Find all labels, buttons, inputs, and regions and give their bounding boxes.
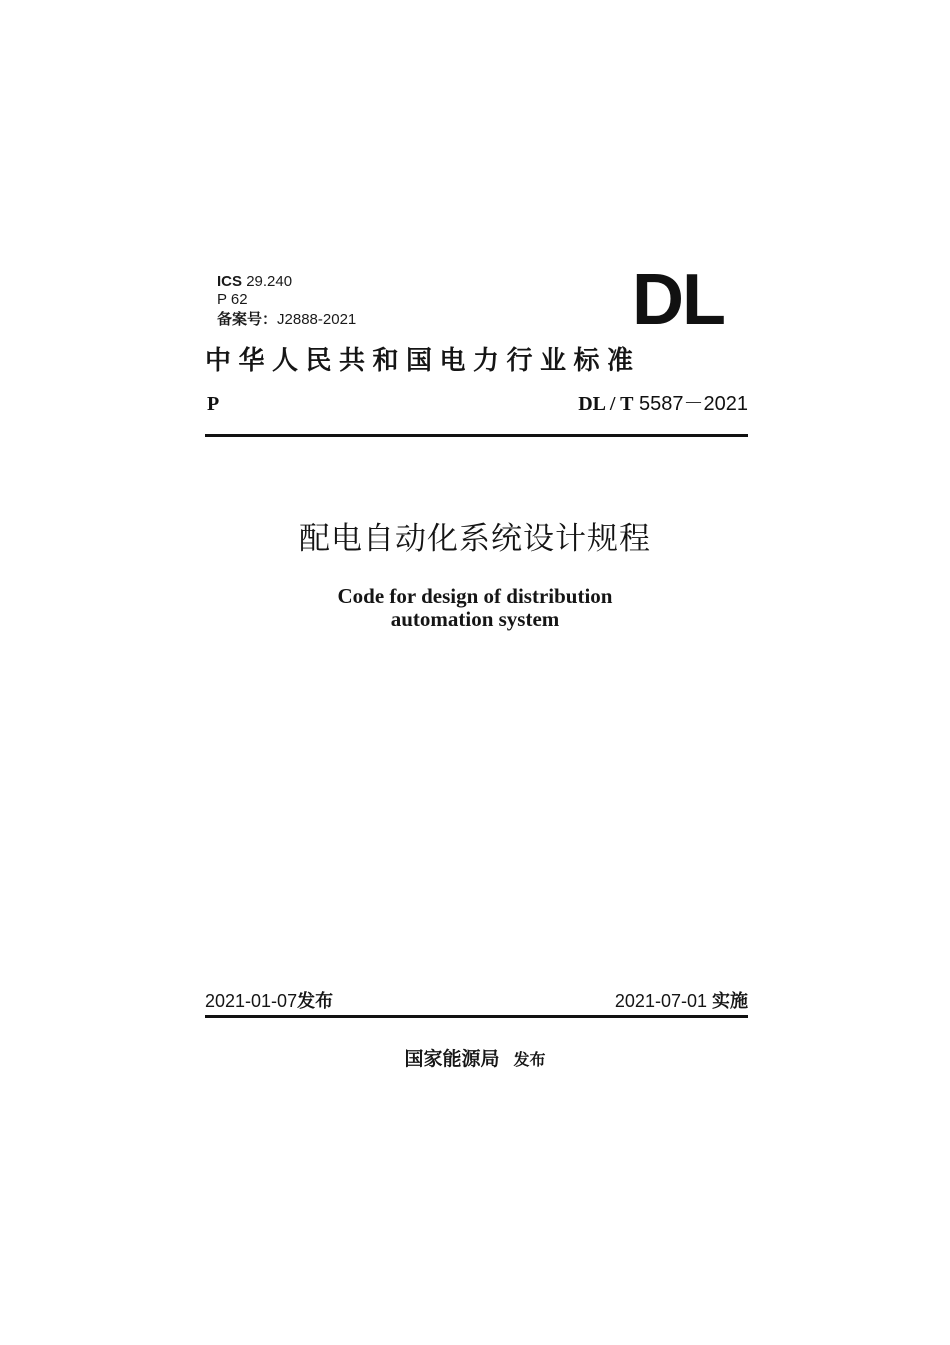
implement-label: 实施 bbox=[712, 991, 748, 1012]
chinese-title: 配电自动化系统设计规程 bbox=[299, 521, 651, 557]
english-title-line-1: Code for design of distribution bbox=[337, 584, 613, 608]
publisher-organization: 国家能源局 bbox=[404, 1048, 500, 1070]
implement-date-line bbox=[615, 989, 748, 1014]
record-number-line bbox=[217, 311, 356, 329]
dl-logo: DL bbox=[632, 260, 724, 340]
publisher-action: 发布 bbox=[513, 1050, 546, 1069]
issue-date-line bbox=[205, 989, 333, 1014]
standard-category-title: 中华人民共和国电力行业标准 bbox=[205, 346, 641, 376]
top-divider bbox=[205, 434, 748, 437]
standard-number bbox=[578, 392, 748, 416]
issue-date: 2021-01-07 bbox=[205, 991, 298, 1011]
class-code: P 62 bbox=[217, 291, 248, 308]
issue-label: 发布 bbox=[297, 991, 334, 1012]
english-title-line-2: automation system bbox=[390, 607, 560, 631]
ics-code: ICS 29.240 bbox=[217, 273, 293, 290]
record-label: 备案号： bbox=[217, 311, 278, 328]
record-number: J2888-2021 bbox=[277, 311, 357, 328]
publisher-line bbox=[0, 1046, 950, 1073]
standard-number-value: 5587－2021 bbox=[639, 393, 748, 415]
bottom-divider bbox=[205, 1015, 748, 1018]
class-letter: P bbox=[207, 393, 220, 415]
implement-date: 2021-07-01 bbox=[614, 991, 707, 1011]
standard-number-prefix: DL / T bbox=[578, 393, 634, 415]
